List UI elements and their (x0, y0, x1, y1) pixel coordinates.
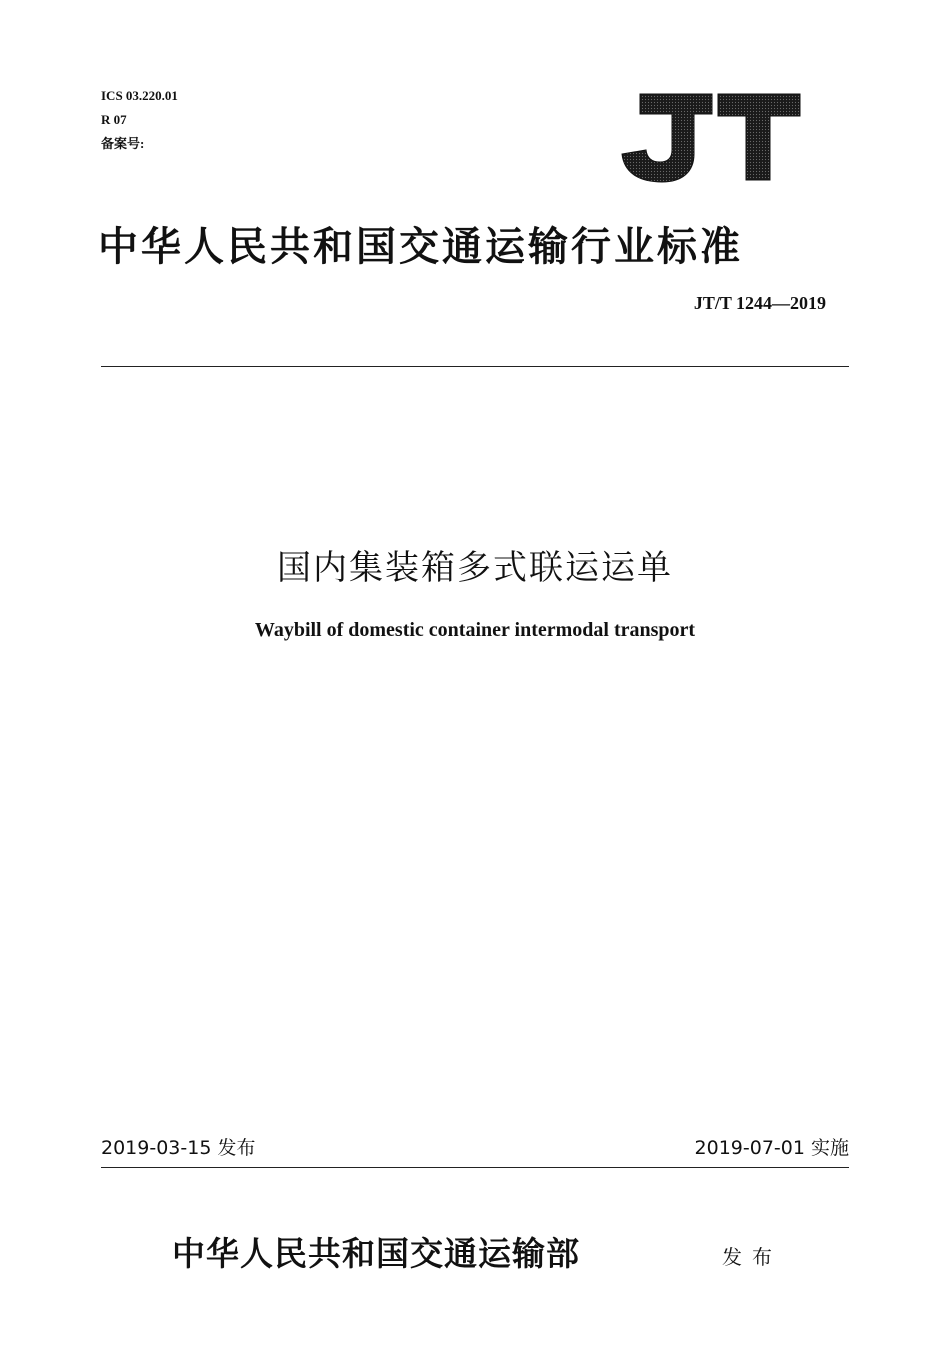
document-title-english: Waybill of domestic container intermodal transport (254, 619, 696, 641)
jt-logo-icon (620, 92, 802, 184)
standard-code: JT/T 1244—2019 (693, 293, 826, 313)
document-metadata (101, 84, 178, 156)
publisher-name: 中华人民共和国交通运输部 (172, 1234, 580, 1273)
top-divider (101, 366, 849, 367)
bottom-divider (101, 1167, 849, 1168)
ics-code: ICS 03.220.01 (101, 88, 178, 103)
implementation-date: 2019-07-01 实施 (694, 1137, 849, 1159)
filing-number-label: 备案号: (101, 136, 145, 151)
category-code: R 07 (101, 112, 127, 127)
standard-type-heading: 中华人民共和国交通运输行业标准 (98, 223, 743, 270)
release-date: 2019-03-15 发布 (101, 1137, 256, 1159)
publish-label: 发布 (722, 1245, 782, 1269)
document-title-chinese: 国内集装箱多式联运运单 (277, 548, 673, 588)
